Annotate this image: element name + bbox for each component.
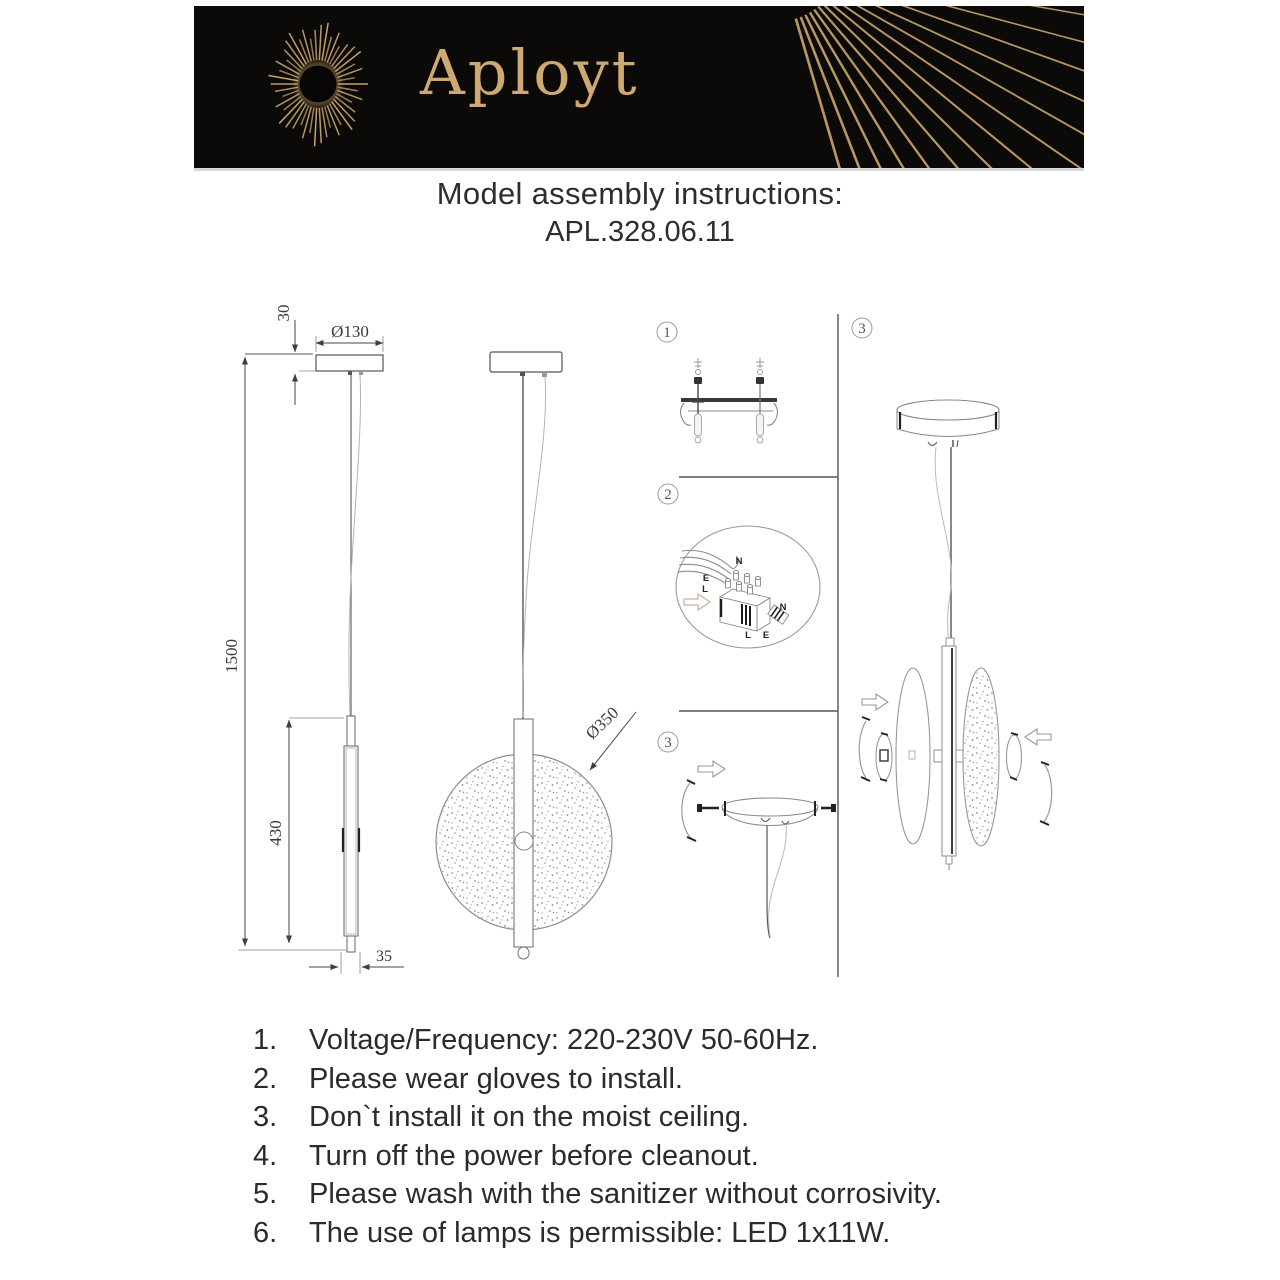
dim-canopy-diameter: Ø130: [331, 322, 369, 341]
step-3-badge: 3: [664, 735, 672, 751]
instruction-number: 3.: [253, 1101, 278, 1133]
instruction-item: [253, 1024, 942, 1063]
step-3-detail-badge: 3: [858, 321, 866, 337]
rotation-arrow-left: [859, 721, 866, 778]
page-title: Model assembly instructions:: [436, 176, 844, 211]
instruction-item: [253, 1101, 942, 1140]
front-view-drawing: [436, 352, 636, 959]
brand-name: Aployt: [420, 36, 640, 109]
instruction-number: 2.: [253, 1062, 278, 1095]
dim-body-height: 430: [266, 820, 285, 846]
instruction-text: Please wear gloves to install.: [309, 1062, 683, 1095]
step-1-bracket-drawing: [681, 358, 778, 443]
wire-label-l-left: L: [702, 584, 708, 595]
dim-body-thickness: 35: [376, 948, 392, 965]
ring-right: [1007, 735, 1022, 779]
step-1-badge: 1: [663, 325, 671, 341]
step-3-canopy-drawing: [682, 761, 836, 938]
wire-label-l-bottom: L: [745, 630, 751, 641]
instruction-item: [253, 1063, 942, 1102]
dim-suspension-length: 1500: [222, 639, 241, 673]
instruction-item: [253, 1217, 942, 1256]
canopy-front: [490, 352, 562, 372]
instruction-text: Voltage/Frequency: 220-230V 50-60Hz.: [309, 1024, 819, 1056]
instruction-number: 1.: [253, 1024, 278, 1056]
instruction-number: 4.: [253, 1139, 278, 1172]
wire-label-n-top: N: [735, 556, 743, 567]
insert-arrow-right: [1025, 729, 1051, 745]
direction-arrow-step3: [698, 761, 725, 777]
instruction-text: The use of lamps is permissible: LED 1x11W.: [309, 1216, 891, 1249]
step-2-wiring-drawing: [676, 526, 820, 648]
step-3-exploded-drawing: [859, 400, 1051, 870]
tube: [942, 646, 956, 856]
wire-label-e-left: E: [702, 573, 710, 584]
rotation-arrow: [682, 783, 691, 838]
instruction-text: Don`t install it on the moist ceiling.: [309, 1101, 750, 1133]
side-view-drawing: [222, 305, 404, 975]
instruction-number: 5.: [253, 1178, 278, 1210]
instruction-text: Turn off the power before cleanout.: [309, 1139, 759, 1172]
instruction-number: 6.: [253, 1216, 278, 1249]
model-number: APL.328.06.11: [545, 216, 735, 248]
instruction-item: [253, 1140, 942, 1179]
instructions-list: [253, 1024, 942, 1255]
rotation-arrow-right: [1044, 765, 1052, 822]
step-2-badge: 2: [664, 487, 672, 503]
canopy-side: [316, 355, 383, 371]
instruction-item: [253, 1178, 942, 1217]
insert-arrow-left: [862, 694, 888, 710]
dim-shade-diameter: Ø350: [581, 703, 623, 743]
wire-label-n-right: N: [779, 602, 787, 613]
dim-canopy-height: 30: [274, 304, 293, 322]
instruction-text: Please wash with the sanitizer without corrosivity.: [309, 1178, 942, 1210]
lamp-stem-top: [347, 716, 355, 746]
wire-label-e-bottom: E: [762, 630, 770, 641]
